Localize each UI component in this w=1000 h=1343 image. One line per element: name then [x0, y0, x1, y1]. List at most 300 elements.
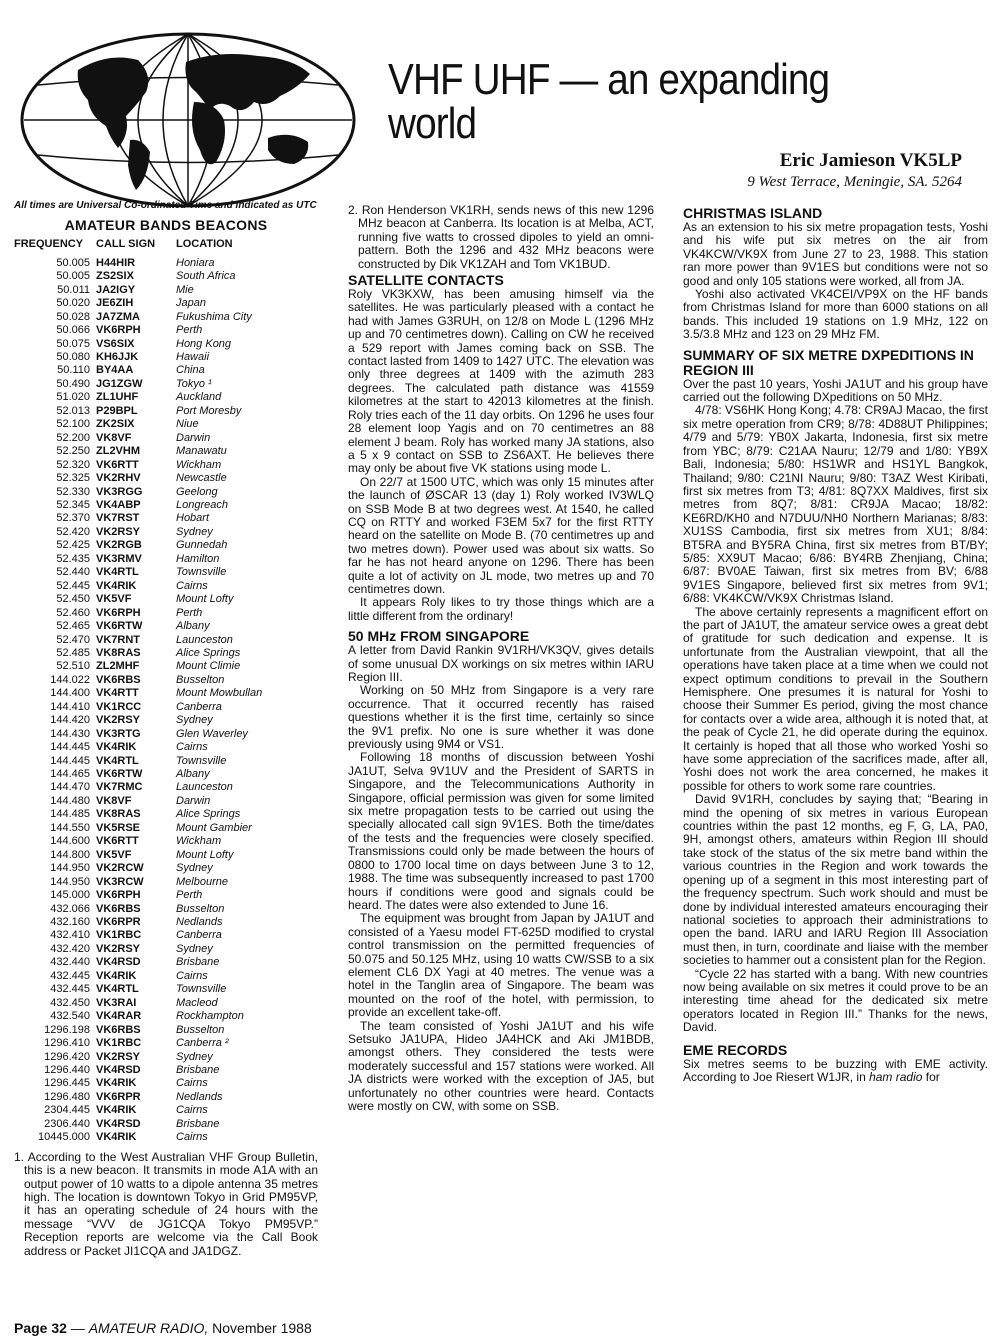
text-italic: ham radio: [869, 1069, 923, 1084]
beacon-rows: [14, 257, 262, 1145]
beacon-call-sign: VK2RSY: [96, 1050, 141, 1063]
beacon-location: Manawatu: [176, 445, 227, 458]
beacon-location: Hawaii: [176, 350, 210, 363]
beacon-frequency: 50.028: [56, 310, 90, 323]
beacon-row: [14, 889, 262, 902]
beacon-call-sign: VK6RTW: [96, 768, 143, 781]
page-footer: [14, 1320, 312, 1336]
beacon-location: Launceston: [176, 781, 233, 794]
beacon-location: Canberra: [176, 929, 222, 942]
beacon-call-sign: VK8RAS: [96, 808, 141, 821]
beacon-frequency: 144.445: [50, 754, 90, 767]
beacon-frequency: 145.000: [50, 889, 90, 902]
beacon-location: Sydney: [176, 714, 213, 727]
beacon-location: Cairns: [176, 1077, 208, 1090]
beacon-call-sign: VK1RCC: [96, 700, 142, 713]
beacon-row: [14, 781, 262, 794]
beacon-row: [14, 701, 262, 714]
beacon-frequency: 1296.410: [44, 1037, 90, 1050]
beacon-location: Mount Gambier: [176, 821, 252, 834]
beacon-location: Brisbane: [176, 1117, 220, 1130]
paragraph: Over the past 10 years, Yoshi JA1UT and his group have carried out the following DXpeditions on 50 MHz.: [683, 376, 988, 405]
paragraph: The above certainly represents a magnificent effort on the part of JA1UT, the amateur service owes a great debt of gratitude for such dedication and expense. It is unfortunate from the Australian viewpoint, that all the operations have taken place at a time when we could not expect optimum conditions to prevail in the Southern Hemisphere. One presumes it is natural for Yoshi to choose their Summer Es period, giving the most chance for contacts over a wide area, although it is noted that, at the peak of Cycle 21, he did operate during the equinox. It certainly is hoped that all those who worked Yoshi so have some appreciation of the sacrifices made, after all, Yoshi does not work the area concerned, he makes it possible for others to work some rare countries.: [683, 604, 988, 793]
beacon-frequency: 432.445: [50, 983, 90, 996]
beacon-frequency: 2304.445: [44, 1104, 90, 1117]
beacon-call-sign: JA7ZMA: [96, 310, 141, 323]
beacon-call-sign: VK4RSD: [96, 1064, 141, 1076]
header-location: LOCATION: [176, 238, 233, 251]
beacon-frequency: 432.445: [50, 969, 90, 982]
beacon-frequency: 51.020: [56, 391, 90, 404]
beacon-frequency: 52.420: [56, 525, 90, 538]
beacon-frequency: 144.485: [50, 808, 90, 821]
beacon-frequency: 52.370: [56, 512, 90, 525]
beacon-location: Mount Lofty: [176, 593, 234, 606]
paragraph: The equipment was brought from Japan by JA1UT and consisted of a Yaesu model FT-625D modified to crystal control transmission on the permitted frequencies of 50.075 and 50.125 MHz, using 10 watts CW/SSB to a six element CL6 DX Yagi at 40 metres. The venue was a hotel in the Tanglin area of Singapore. The beam was mounted on the roof of the hotel, with permission, to provide an excellent take-off.: [348, 911, 654, 1020]
right-column: [683, 204, 988, 1084]
beacon-call-sign: VK4RIK: [96, 1077, 137, 1090]
beacon-call-sign: VK4RTT: [96, 687, 139, 700]
beacon-call-sign: VK6RTT: [96, 458, 139, 471]
beacon-call-sign: VK3RMV: [96, 552, 142, 565]
beacon-frequency: 52.460: [56, 606, 90, 619]
author-address: 9 West Terrace, Meningie, SA. 5264: [747, 174, 962, 190]
beacon-frequency: 50.005: [56, 270, 90, 283]
beacon-location: Perth: [176, 324, 203, 337]
beacon-location: Longreach: [176, 498, 228, 511]
beacon-location: Mount Mowbullan: [176, 687, 263, 700]
beacon-row: [14, 539, 262, 552]
paragraph: “Cycle 22 has started with a bang. With new countries now being available on six metres it could prove to be an interesting time ahead for the dedicated six metre operators located in Region III.” Thanks for the news, David.: [683, 966, 988, 1035]
beacon-location: Townsville: [176, 754, 227, 767]
beacon-row: [14, 566, 262, 579]
beacon-frequency: 432.066: [50, 902, 90, 915]
beacon-row: [14, 297, 262, 310]
beacon-location: Niue: [176, 418, 199, 431]
beacon-call-sign: VK3RGG: [96, 485, 143, 498]
beacon-call-sign: VK2RSY: [96, 942, 141, 955]
beacon-row: [14, 916, 262, 929]
beacon-row: [14, 499, 262, 512]
beacon-call-sign: VK1RBC: [96, 929, 142, 942]
beacon-frequency: 52.470: [56, 633, 90, 646]
beacon-row: [14, 849, 262, 862]
beacon-row: [14, 768, 262, 781]
beacon-location: Darwin: [176, 431, 211, 444]
beacon-call-sign: VK2RHV: [96, 472, 141, 485]
paragraph: Roly VK3KXW, has been amusing himself via the satellites. He was particularly pleased with a contact he had with James G3RUH, on 12/8 on Mode L (1296 MHz up and 70 centimetres down). Calling on CW he received a 529 report with James coming back on SSB. The contact lasted from 1409 to 1427 UTC. The elevation was only three degrees at 1409 with the azimuth 283 degrees. The calculated path distance was 41559 kilometres at the start to 42013 kilometres at the finish. Roly tries each of the 11 day orbits. On 1296 he uses four 28 element loop Yagis and on 70 centimetres an 88 element J beam. Roly has worked many JA stations, also a 5 x 9 contact on SSB to ZS6AXT. He believes there may only be about five VK stations using mode L.: [348, 287, 654, 476]
beacon-location: Newcastle: [176, 472, 227, 485]
heading-christmas-island: CHRISTMAS ISLAND: [683, 205, 823, 221]
beacon-call-sign: ZL2VHM: [96, 445, 140, 458]
header-frequency: FREQUENCY: [14, 238, 84, 251]
beacon-row: [14, 553, 262, 566]
beacon-row: [14, 418, 262, 431]
header-call-sign: CALL SIGN: [96, 238, 156, 251]
beacon-row: [14, 324, 262, 337]
beacon-call-sign: VK3RAI: [96, 996, 137, 1009]
world-map-logo: [18, 30, 358, 210]
beacon-frequency: 50.080: [56, 350, 90, 363]
beacon-location: Nedlands: [176, 1090, 223, 1103]
beacon-row: [14, 270, 262, 283]
beacon-frequency: 432.540: [50, 1010, 90, 1023]
beacon-call-sign: VK2RCW: [96, 862, 144, 875]
beacon-location: Brisbane: [176, 1064, 220, 1076]
beacon-row: [14, 1118, 262, 1131]
beacon-call-sign: ZK2SIX: [96, 418, 135, 431]
beacon-call-sign: ZL2MHF: [96, 660, 140, 673]
beacon-call-sign: VK4RSD: [96, 1117, 141, 1130]
beacon-row: [14, 822, 262, 835]
author-block: [747, 150, 962, 191]
beacon-row: [14, 741, 262, 754]
beacon-location: Melbourne: [176, 875, 228, 888]
beacon-frequency: 50.005: [56, 256, 90, 269]
beacon-location: Hamilton: [176, 552, 220, 565]
beacon-row: [14, 620, 262, 633]
beacon-frequency: 52.435: [56, 552, 90, 565]
beacon-location: Glen Waverley: [176, 727, 248, 740]
beacon-frequency: 144.445: [50, 741, 90, 754]
beacon-call-sign: VK1RBC: [96, 1037, 142, 1050]
beacon-frequency: 52.100: [56, 418, 90, 431]
beacon-row: [14, 983, 262, 996]
beacon-call-sign: VK6RPH: [96, 606, 141, 619]
beacon-call-sign: VK4RTL: [96, 566, 139, 579]
beacon-frequency: 52.320: [56, 458, 90, 471]
beacon-call-sign: JA2IGY: [96, 283, 136, 296]
beacon-frequency: 144.470: [50, 781, 90, 794]
paragraph: Yoshi also activated VK4CEI/VP9X on the HF bands from Christmas Island for more than 6000 stations on all bands. This included 19 stations on 1.9 MHz, 122 on 3.5/3.8 MHz and 123 on 29 MHz FM.: [683, 287, 988, 342]
beacon-location: China: [176, 364, 205, 377]
beacon-call-sign: VK6RPR: [96, 916, 141, 929]
beacon-row: [14, 378, 262, 391]
beacon-call-sign: VK8VF: [96, 431, 132, 444]
beacon-row: [14, 970, 262, 983]
beacon-call-sign: VK4RIK: [96, 1104, 137, 1117]
beacon-location: Busselton: [176, 902, 225, 915]
beacon-frequency: 52.200: [56, 431, 90, 444]
beacon-call-sign: VK4RTL: [96, 754, 139, 767]
beacon-location: Launceston: [176, 633, 233, 646]
beacon-frequency: 52.345: [56, 498, 90, 511]
beacon-location: Perth: [176, 889, 203, 902]
beacon-frequency: 144.410: [50, 700, 90, 713]
beacon-frequency: 432.420: [50, 942, 90, 955]
beacon-location: South Africa: [176, 270, 236, 283]
beacon-row: [14, 580, 262, 593]
beacon-location: Wickham: [176, 835, 222, 848]
beacon-location: Mie: [176, 283, 194, 296]
beacon-location: Alice Springs: [176, 646, 241, 659]
beacon-location: Hong Kong: [176, 337, 232, 350]
beacon-location: Sydney: [176, 862, 213, 875]
beacon-location: Albany: [176, 620, 210, 633]
beacon-location: Tokyo ¹: [176, 377, 212, 390]
beacon-frequency: 1296.420: [44, 1050, 90, 1063]
beacon-frequency: 52.485: [56, 646, 90, 659]
footnote-2: 2. Ron Henderson VK1RH, sends news of this new 1296 MHz beacon at Canberra. Its location is at Melba, ACT, running five watts to crossed dipoles to yield an omni-pattern. Both the 1296 and 432 MHz beacons were constructed by Dik VK1ZAH and Tom VK1BUD.: [348, 203, 654, 271]
beacon-location: Busselton: [176, 1023, 225, 1036]
beacon-frequency: 52.250: [56, 445, 90, 458]
beacon-call-sign: VK2RSY: [96, 525, 141, 538]
paragraph: David 9V1RH, concludes by saying that; “Bearing in mind the opening of six metres in various European countries within the past 12 months, eg F, G, LA, PA0, 9H, amongst others, amateurs within Region III should take stock of the status of the six metre band within the various countries in the Region and work towards the opening up of a segment in this most interesting part of the frequency spectrum. Such work should and must be done by individual interested amateurs encouraging their national societies to approach their administrations to open the band. IARU and IARU Region III Association must then, in turn, coordinate and liaise with the member societies to hammer out a consistent plan for the Region.: [683, 792, 988, 968]
beacon-row: [14, 1064, 262, 1077]
beacon-location: Cairns: [176, 579, 208, 592]
beacon-call-sign: VK4RTL: [96, 983, 139, 996]
beacon-call-sign: VK3RTG: [96, 727, 141, 740]
beacon-location: Sydney: [176, 1050, 213, 1063]
beacon-call-sign: VK6RPH: [96, 324, 141, 337]
beacon-frequency: 144.800: [50, 848, 90, 861]
beacon-row: [14, 943, 262, 956]
beacon-call-sign: VK2RSY: [96, 714, 141, 727]
beacon-call-sign: VK7RST: [96, 512, 140, 525]
text: for: [922, 1069, 940, 1084]
beacon-row: [14, 311, 262, 324]
beacon-row: [14, 486, 262, 499]
beacon-frequency: 50.066: [56, 324, 90, 337]
beacon-row: [14, 459, 262, 472]
paragraph: The team consisted of Yoshi JA1UT and his wife Setsuko JA1UPA, Hideo JA4HCK and Aki JM1BDB, amongst others. They considered the tests were moderately successful and 157 stations were worked. All JA districts were worked with the exception of JA5, but unfortunately no other countries were heard. Contacts were mostly on CW, with some on SSB.: [348, 1018, 654, 1113]
beacon-call-sign: VK5VF: [96, 848, 132, 861]
beacon-frequency: 144.400: [50, 687, 90, 700]
beacon-location: Gunnedah: [176, 539, 228, 552]
beacon-call-sign: VK4RIK: [96, 969, 137, 982]
beacon-frequency: 432.160: [50, 916, 90, 929]
beacon-frequency: 52.013: [56, 404, 90, 417]
beacon-frequency: 144.480: [50, 794, 90, 807]
beacon-row: [14, 929, 262, 942]
beacon-location: Albany: [176, 768, 210, 781]
beacon-call-sign: VK6RPH: [96, 889, 141, 902]
beacon-call-sign: VK5RSE: [96, 821, 141, 834]
beacon-call-sign: VK6RTT: [96, 835, 139, 848]
beacon-location: Port Moresby: [176, 404, 242, 417]
beacon-call-sign: VK4RIK: [96, 1131, 137, 1144]
beacon-location: Japan: [176, 297, 206, 310]
beacon-call-sign: VK6RTW: [96, 620, 143, 633]
author-name: Eric Jamieson VK5LP: [779, 150, 962, 171]
beacon-row: [14, 284, 262, 297]
beacon-call-sign: VS6SIX: [96, 337, 135, 350]
beacon-location: Cairns: [176, 741, 208, 754]
beacon-call-sign: VK4RIK: [96, 741, 137, 754]
beacon-frequency: 52.440: [56, 566, 90, 579]
beacon-call-sign: VK4RSD: [96, 956, 141, 969]
beacon-row: [14, 1037, 262, 1050]
beacon-frequency: 144.022: [50, 673, 90, 686]
beacon-frequency: 52.465: [56, 620, 90, 633]
text: Six metres seems to be buzzing with EME activity. According to Joe Riesert W1JR, in: [683, 1056, 988, 1084]
beacon-call-sign: VK5VF: [96, 593, 132, 606]
beacon-row: [14, 1024, 262, 1037]
beacon-location: Wickham: [176, 458, 222, 471]
beacon-location: Townsville: [176, 566, 227, 579]
beacons-title: AMATEUR BANDS BEACONS: [64, 217, 268, 233]
beacon-call-sign: JG1ZGW: [96, 377, 143, 390]
beacon-row: [14, 1077, 262, 1090]
beacon-call-sign: VK8RAS: [96, 646, 141, 659]
beacon-location: Canberra ²: [176, 1037, 229, 1050]
beacon-location: Auckland: [176, 391, 222, 404]
beacon-call-sign: JE6ZIH: [96, 297, 134, 310]
beacon-row: [14, 835, 262, 848]
beacon-frequency: 432.410: [50, 929, 90, 942]
beacon-frequency: 2306.440: [44, 1117, 90, 1130]
heading-satellite-contacts: SATELLITE CONTACTS: [348, 272, 504, 289]
beacon-call-sign: VK6RBS: [96, 1023, 141, 1036]
beacon-frequency: 432.440: [50, 956, 90, 969]
beacon-row: [14, 634, 262, 647]
beacon-location: Cairns: [176, 969, 208, 982]
beacon-location: Perth: [176, 606, 203, 619]
beacon-row: [14, 755, 262, 768]
beacon-row: [14, 997, 262, 1010]
beacon-location: Nedlands: [176, 916, 223, 929]
beacon-frequency: 52.330: [56, 485, 90, 498]
beacon-frequency: 50.490: [56, 377, 90, 390]
beacon-frequency: 52.510: [56, 660, 90, 673]
beacon-frequency: 144.550: [50, 821, 90, 834]
dxpedition-list: 4/78: VS6HK Hong Kong; 4.78: CR9AJ Macao, the first six metre operation from CR9; 8/78: 4D88UT Philippines; 4/79 and 5/79: YB0X Jakarta, Indonesia, first six metre from YBC; 8/79: C21AA Nauru; 12/79 and 1/80: YB9X Bali, Indonesia; 5/80: HS1WR and HS1YL Bangkok, Thailand; 9/80: C21NI Nauru; 9/80: T3AZ West Kiribati, first six metres from T3; 4/81: 8Q7XX Maldives, first six metres from 8Q7; 8/81: CR9JA Macao; 18/82: KE6RD/KH0 and N7DUU/NH0 Northern Marianas; 8/83: XU1SS Cambodia, first six metres from XU1; 8/84: BT5RA and BY5RA China, first six metres from BT/BY; 5/85: XX9UT Macao; 6/86: BY4RB Zhenjiang, China; 6/87: BV0AE Taiwan, first six metres from BV; 6/88 9V1ES Singapore, believed first six metres from 9V1; 6/88: VK4KCW/VK9X Christmas Island.: [683, 403, 988, 606]
beacon-table-header: [14, 238, 262, 256]
magazine-name: AMATEUR RADIO,: [88, 1320, 209, 1336]
beacon-location: Rockhampton: [176, 1010, 244, 1023]
beacon-call-sign: VK3RCW: [96, 875, 144, 888]
beacon-call-sign: VK8VF: [96, 794, 132, 807]
beacon-frequency: 1296.198: [44, 1023, 90, 1036]
beacon-call-sign: VK7RMC: [96, 781, 143, 794]
paragraph: Working on 50 MHz from Singapore is a very rare occurrence. That it occurred recently has raised questions whether it is the first time, certainly so since the 9V1 prefix. No one is sure whether it was done previously using 9M4 or VS1.: [348, 683, 654, 752]
beacon-frequency: 144.950: [50, 875, 90, 888]
beacon-location: Cairns: [176, 1104, 208, 1117]
beacon-call-sign: P29BPL: [96, 404, 138, 417]
article-title: VHF UHF — an expanding world: [388, 55, 830, 148]
beacon-call-sign: VK7RNT: [96, 633, 141, 646]
beacon-location: Hobart: [176, 512, 210, 525]
paragraph: A letter from David Rankin 9V1RH/VK3QV, gives details of some unusual DX workings on six metres within IARU Region III.: [348, 643, 654, 684]
beacon-location: Canberra: [176, 700, 222, 713]
heading-summary: SUMMARY OF SIX METRE DXPEDITIONS IN REGION III: [683, 346, 974, 378]
beacon-location: Mount Climie: [176, 660, 241, 673]
beacon-location: Brisbane: [176, 956, 220, 969]
beacon-row: [14, 432, 262, 445]
beacon-frequency: 52.450: [56, 593, 90, 606]
beacon-frequency: 50.075: [56, 337, 90, 350]
beacon-row: [14, 647, 262, 660]
beacon-frequency: 50.110: [57, 364, 90, 377]
beacon-call-sign: ZL1UHF: [96, 391, 139, 404]
beacon-frequency: 144.420: [50, 714, 90, 727]
beacon-frequency: 52.425: [56, 539, 90, 552]
utc-note: All times are Universal Co-ordinated Time and indicated as UTC: [14, 200, 317, 211]
beacon-row: [14, 795, 262, 808]
beacon-location: Sydney: [176, 942, 213, 955]
beacon-row: [14, 391, 262, 404]
beacon-row: [14, 808, 262, 821]
beacon-frequency: 432.450: [50, 996, 90, 1009]
beacon-row: [14, 445, 262, 458]
beacon-row: [14, 674, 262, 687]
beacon-location: Macleod: [176, 996, 218, 1009]
paragraph: [683, 1058, 988, 1085]
beacon-frequency: 144.600: [50, 835, 90, 848]
beacon-call-sign: VK6RBS: [96, 902, 141, 915]
beacon-row: [14, 512, 262, 525]
beacon-row: [14, 728, 262, 741]
beacon-location: Mount Lofty: [176, 848, 234, 861]
issue-date: November 1988: [208, 1320, 312, 1336]
beacon-row: [14, 526, 262, 539]
beacon-call-sign: VK4ABP: [96, 498, 141, 511]
beacon-frequency: 144.950: [50, 862, 90, 875]
beacon-row: [14, 687, 262, 700]
beacon-column: [14, 200, 318, 1258]
beacon-row: [14, 257, 262, 270]
beacon-row: [14, 714, 262, 727]
beacon-frequency: 1296.440: [44, 1064, 90, 1076]
beacon-row: [14, 593, 262, 606]
heading-eme-records: EME RECORDS: [683, 1041, 788, 1058]
beacon-call-sign: BY4AA: [96, 364, 134, 377]
beacon-frequency: 144.430: [50, 727, 90, 740]
paragraph: It appears Roly likes to try those things which are a little different from the ordinary!: [348, 595, 654, 623]
beacon-location: Geelong: [176, 485, 218, 498]
beacon-call-sign: VK4RIK: [96, 579, 137, 592]
beacon-frequency: 1296.445: [44, 1077, 90, 1090]
footnote-1: 1. According to the West Australian VHF Group Bulletin, this is a new beacon. It transmits in mode A1A with an output power of 10 watts to a dipole antenna 35 metres high. The location is downtown Tokyo in Grid PM95VP, it has an operating schedule of 24 hours with the message “VVV de JG1CQA Tokyo PM95VP.” Reception reports are welcome via the Call Book address or Packet JI1CQA and JA1DGZ.: [14, 1149, 318, 1258]
beacon-row: [14, 364, 262, 377]
beacon-frequency: 50.011: [57, 283, 90, 296]
beacon-table: [14, 238, 262, 1144]
middle-column: [348, 204, 654, 1113]
paragraph: Following 18 months of discussion between Yoshi JA1UT, Selva 9V1UV and the President of SARTS in Singapore, and the Telecommunications Authority in Singapore, official permission was given for some limited six metre propagation tests to be carried out using the specially allocated call sign 9V1ES. Both the time/dates of the tests and the frequencies were closely specified. Transmissions could only be made between the hours of 0800 to 1700 local time on days between June 3 to 12, 1988. The time was subsequently increased to past 1700 hours if conditions were good and signals could be heard. The dates were also extended to June 16.: [348, 750, 654, 912]
beacon-row: [14, 405, 262, 418]
beacon-row: [14, 876, 262, 889]
beacon-frequency: 52.445: [56, 579, 90, 592]
beacon-row: [14, 660, 262, 673]
beacon-location: Alice Springs: [176, 808, 241, 821]
beacon-row: [14, 903, 262, 916]
footer-separator: —: [66, 1320, 89, 1336]
beacon-row: [14, 607, 262, 620]
beacon-location: Busselton: [176, 673, 225, 686]
beacon-frequency: 10445.000: [38, 1131, 90, 1144]
beacon-row: [14, 472, 262, 485]
beacon-location: Cairns: [176, 1131, 208, 1144]
beacon-frequency: 50.020: [56, 297, 90, 310]
beacon-location: Townsville: [176, 983, 227, 996]
beacon-row: [14, 1051, 262, 1064]
beacon-location: Honiara: [176, 256, 215, 269]
beacon-row: [14, 1091, 262, 1104]
paragraph: As an extension to his six metre propagation tests, Yoshi and his wife put six metres on the air from VK4KCW/VK9X from June 27 to 23, 1988. This station ran more power than 9V1ES but conditions were not so good and only 105 stations were worked, all from JA.: [683, 220, 988, 288]
beacon-call-sign: VK6RPR: [96, 1090, 141, 1103]
beacon-call-sign: VK4RAR: [96, 1010, 142, 1023]
beacon-location: Fukushima City: [176, 310, 252, 323]
beacon-row: [14, 1131, 262, 1144]
beacon-location: Darwin: [176, 794, 211, 807]
beacon-call-sign: VK6RBS: [96, 673, 141, 686]
paragraph: On 22/7 at 1500 UTC, which was only 15 minutes after the launch of ØSCAR 13 (day 1) Roly worked IV3WLQ on SSB Mode B at two degrees west. At 1540, he called CQ on RTTY and worked F3EM 5x7 for the first RTTY heard on the satellite on Mode B. (70 centimetres up and two metres down). Power used was about six watts. So far he has not heard anyone on 1296. There has been quite a lot of activity on JL mode, two metres up and 70 centimetres down.: [348, 474, 654, 596]
beacon-call-sign: H44HIR: [96, 256, 136, 269]
beacon-call-sign: KH6JJK: [96, 350, 139, 363]
beacon-row: [14, 1104, 262, 1117]
beacon-call-sign: VK2RGB: [96, 539, 142, 552]
beacon-location: Sydney: [176, 525, 213, 538]
